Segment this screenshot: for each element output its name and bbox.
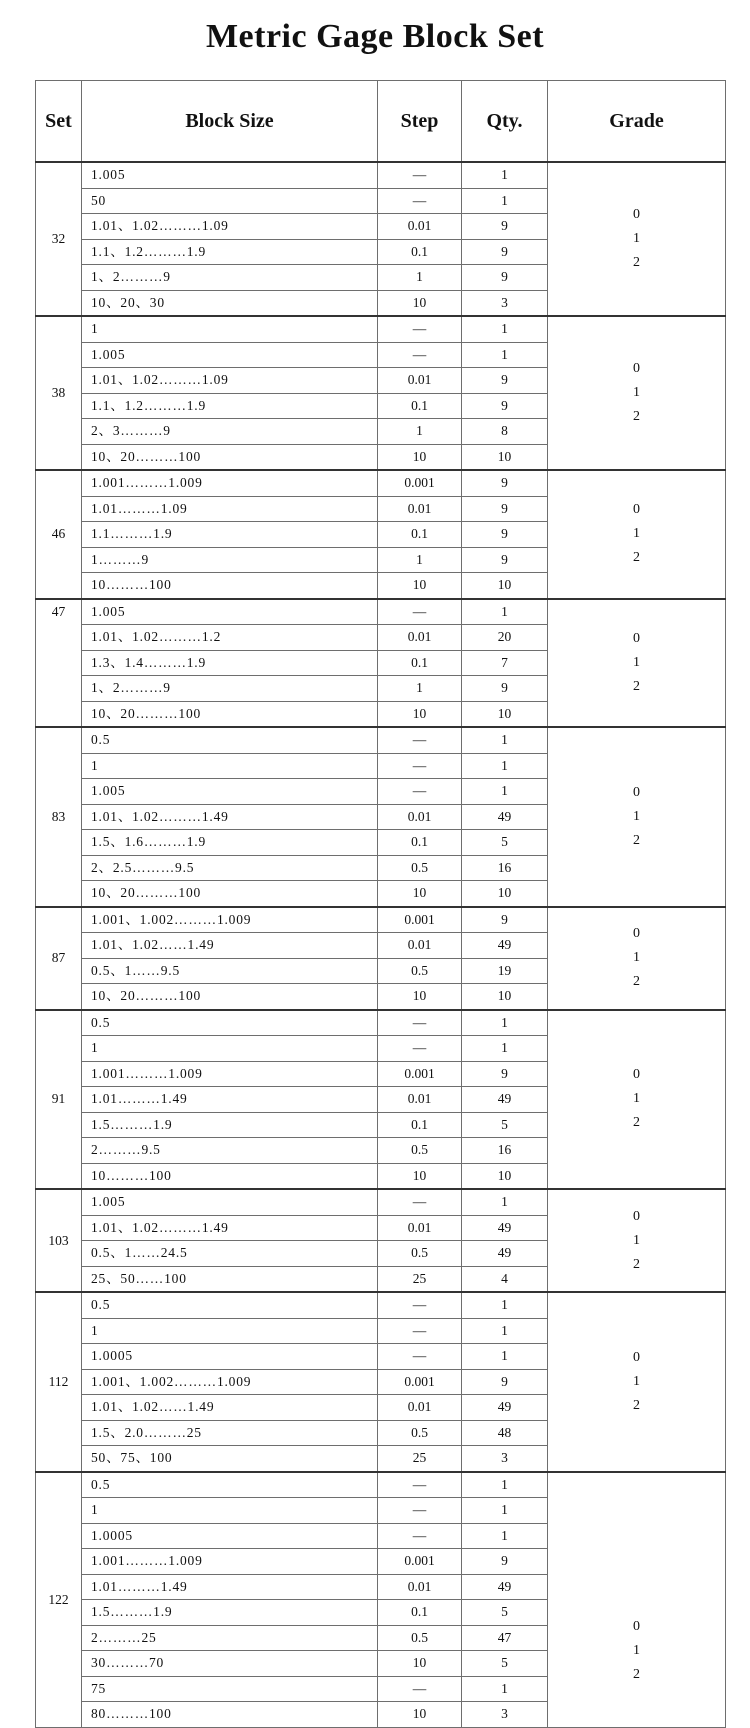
qty-cell: 1: [462, 599, 548, 625]
step-cell: 0.01: [378, 1574, 462, 1600]
step-cell: 10: [378, 701, 462, 727]
grade-value: 2: [633, 1115, 640, 1131]
grade-cell: [548, 470, 726, 599]
table-row: [36, 316, 726, 342]
block-size-cell: 1.01………1.49: [82, 1574, 378, 1600]
block-size-cell: 1: [82, 1036, 378, 1062]
step-cell: —: [378, 1292, 462, 1318]
block-size-cell: 1.01、1.02………1.09: [82, 368, 378, 394]
grade-value: 2: [633, 255, 640, 270]
step-cell: 1: [378, 547, 462, 573]
step-cell: 10: [378, 444, 462, 470]
table-row: [36, 599, 726, 625]
block-size-cell: 1.005: [82, 342, 378, 368]
qty-cell: 10: [462, 701, 548, 727]
grade-cell: [548, 162, 726, 316]
gage-block-table: [35, 80, 726, 1728]
qty-cell: 1: [462, 1472, 548, 1498]
header-qty: Qty.: [462, 81, 548, 163]
block-size-cell: 1.5………1.9: [82, 1112, 378, 1138]
qty-cell: 20: [462, 625, 548, 651]
step-cell: 25: [378, 1266, 462, 1292]
grade-value: 0: [633, 926, 640, 941]
qty-cell: 9: [462, 496, 548, 522]
qty-cell: 1: [462, 162, 548, 188]
qty-cell: 3: [462, 290, 548, 316]
set-number: 32: [36, 162, 82, 316]
step-cell: —: [378, 1498, 462, 1524]
grade-value: 0: [633, 1208, 640, 1224]
step-cell: 0.01: [378, 625, 462, 651]
qty-cell: 1: [462, 1292, 548, 1318]
grade-list: [633, 781, 640, 853]
qty-cell: 16: [462, 1138, 548, 1164]
block-size-cell: 30………70: [82, 1651, 378, 1677]
block-size-cell: 10、20………100: [82, 881, 378, 907]
block-size-cell: 1.01、1.02………1.49: [82, 804, 378, 830]
block-size-cell: 1: [82, 1498, 378, 1524]
block-size-cell: 80………100: [82, 1702, 378, 1728]
block-size-cell: 1、2………9: [82, 676, 378, 702]
block-size-cell: 1………9: [82, 547, 378, 573]
grade-value: 0: [633, 630, 640, 646]
step-cell: —: [378, 753, 462, 779]
set-number: 38: [36, 316, 82, 470]
grade-value: 2: [633, 832, 640, 848]
qty-cell: 9: [462, 907, 548, 933]
step-cell: 0.1: [378, 830, 462, 856]
set-number: 47: [36, 599, 82, 728]
grade-list: [633, 203, 640, 275]
qty-cell: 9: [462, 1061, 548, 1087]
qty-cell: 47: [462, 1625, 548, 1651]
step-cell: 10: [378, 1163, 462, 1189]
block-size-cell: 0.5: [82, 1292, 378, 1318]
qty-cell: 48: [462, 1420, 548, 1446]
table-row: [36, 1472, 726, 1498]
qty-cell: 1: [462, 1523, 548, 1549]
step-cell: 10: [378, 881, 462, 907]
block-size-cell: 1.005: [82, 1189, 378, 1215]
step-cell: —: [378, 1189, 462, 1215]
step-cell: 10: [378, 1702, 462, 1728]
block-size-cell: 25、50……100: [82, 1266, 378, 1292]
qty-cell: 49: [462, 1087, 548, 1113]
step-cell: —: [378, 599, 462, 625]
grade-value: 1: [633, 654, 640, 670]
block-size-cell: 1.5………1.9: [82, 1600, 378, 1626]
grade-cell: [548, 1010, 726, 1190]
qty-cell: 8: [462, 419, 548, 445]
step-cell: 0.5: [378, 855, 462, 881]
qty-cell: 1: [462, 779, 548, 805]
block-size-cell: 2、3………9: [82, 419, 378, 445]
qty-cell: 9: [462, 676, 548, 702]
grade-list: [633, 498, 640, 570]
qty-cell: 10: [462, 444, 548, 470]
block-size-cell: 1.001………1.009: [82, 1061, 378, 1087]
block-size-cell: 10………100: [82, 1163, 378, 1189]
qty-cell: 9: [462, 522, 548, 548]
step-cell: 0.01: [378, 496, 462, 522]
table-body: [36, 162, 726, 1727]
table-row: [36, 470, 726, 496]
step-cell: 0.01: [378, 804, 462, 830]
qty-cell: 10: [462, 984, 548, 1010]
grade-value: 0: [633, 207, 640, 222]
step-cell: —: [378, 1676, 462, 1702]
step-cell: 0.1: [378, 650, 462, 676]
block-size-cell: 1.01、1.02………1.09: [82, 214, 378, 240]
step-cell: 0.5: [378, 1241, 462, 1267]
block-size-cell: 1: [82, 316, 378, 342]
grade-cell: [548, 1472, 726, 1728]
qty-cell: 9: [462, 239, 548, 265]
block-size-cell: 1.005: [82, 599, 378, 625]
qty-cell: 9: [462, 368, 548, 394]
qty-cell: 5: [462, 1600, 548, 1626]
block-size-cell: 0.5: [82, 1010, 378, 1036]
step-cell: —: [378, 188, 462, 214]
block-size-cell: 0.5、1……24.5: [82, 1241, 378, 1267]
set-number: 122: [36, 1472, 82, 1728]
block-size-cell: 1.01、1.02……1.49: [82, 1395, 378, 1421]
step-cell: 0.01: [378, 1395, 462, 1421]
block-size-cell: 0.5: [82, 1472, 378, 1498]
set-number: 103: [36, 1189, 82, 1292]
table-row: [36, 1189, 726, 1215]
qty-cell: 1: [462, 188, 548, 214]
qty-cell: 1: [462, 1318, 548, 1344]
step-cell: 10: [378, 290, 462, 316]
table-row: [36, 907, 726, 933]
qty-cell: 1: [462, 1010, 548, 1036]
block-size-cell: 1.5、1.6………1.9: [82, 830, 378, 856]
block-size-cell: 1.001、1.002………1.009: [82, 907, 378, 933]
qty-cell: 9: [462, 1369, 548, 1395]
grade-cell: [548, 727, 726, 907]
qty-cell: 49: [462, 933, 548, 959]
block-size-cell: 1.005: [82, 779, 378, 805]
step-cell: —: [378, 342, 462, 368]
step-cell: 0.5: [378, 1138, 462, 1164]
grade-list: [633, 1063, 640, 1135]
step-cell: 0.1: [378, 522, 462, 548]
grade-value: 2: [633, 974, 640, 989]
qty-cell: 3: [462, 1446, 548, 1472]
qty-cell: 7: [462, 650, 548, 676]
grade-value: 1: [633, 1642, 640, 1658]
header-row: [36, 81, 726, 163]
block-size-cell: 75: [82, 1676, 378, 1702]
grade-value: 1: [633, 526, 640, 542]
set-number: 112: [36, 1292, 82, 1472]
block-size-cell: 2、2.5………9.5: [82, 855, 378, 881]
step-cell: —: [378, 1318, 462, 1344]
qty-cell: 1: [462, 1344, 548, 1370]
grade-cell: [548, 599, 726, 728]
table-row: [36, 162, 726, 188]
step-cell: 0.1: [378, 239, 462, 265]
header-step: Step: [378, 81, 462, 163]
block-size-cell: 2………9.5: [82, 1138, 378, 1164]
block-size-cell: 1.3、1.4………1.9: [82, 650, 378, 676]
table-row: [36, 1292, 726, 1318]
set-number: 87: [36, 907, 82, 1010]
step-cell: —: [378, 1523, 462, 1549]
step-cell: —: [378, 727, 462, 753]
grade-value: 0: [633, 1349, 640, 1365]
grade-value: 2: [633, 1666, 640, 1682]
grade-value: 2: [633, 1397, 640, 1413]
block-size-cell: 1: [82, 753, 378, 779]
block-size-cell: 1.001………1.009: [82, 470, 378, 496]
set-number: 46: [36, 470, 82, 599]
block-size-cell: 1.0005: [82, 1344, 378, 1370]
step-cell: 0.1: [378, 393, 462, 419]
qty-cell: 5: [462, 1112, 548, 1138]
block-size-cell: 50、75、100: [82, 1446, 378, 1472]
step-cell: 0.001: [378, 1369, 462, 1395]
block-size-cell: 1.0005: [82, 1523, 378, 1549]
block-size-cell: 2………25: [82, 1625, 378, 1651]
grade-list: [633, 1346, 640, 1418]
block-size-cell: 10、20………100: [82, 444, 378, 470]
grade-value: 1: [633, 1091, 640, 1107]
block-size-cell: 1、2………9: [82, 265, 378, 291]
grade-list: [633, 922, 640, 994]
step-cell: 10: [378, 573, 462, 599]
grade-value: 1: [633, 950, 640, 965]
qty-cell: 49: [462, 1215, 548, 1241]
step-cell: 0.1: [378, 1112, 462, 1138]
block-size-cell: 0.5: [82, 727, 378, 753]
step-cell: 25: [378, 1446, 462, 1472]
grade-list: [633, 357, 640, 429]
qty-cell: 19: [462, 958, 548, 984]
block-size-cell: 1: [82, 1318, 378, 1344]
step-cell: 0.001: [378, 1549, 462, 1575]
block-size-cell: 1.1、1.2………1.9: [82, 393, 378, 419]
grade-cell: [548, 907, 726, 1010]
grade-value: 2: [633, 1256, 640, 1272]
step-cell: 10: [378, 1651, 462, 1677]
step-cell: 0.5: [378, 1625, 462, 1651]
qty-cell: 10: [462, 881, 548, 907]
block-size-cell: 1.5、2.0………25: [82, 1420, 378, 1446]
step-cell: 0.01: [378, 214, 462, 240]
step-cell: —: [378, 316, 462, 342]
qty-cell: 5: [462, 830, 548, 856]
grade-value: 1: [633, 231, 640, 246]
block-size-cell: 1.1、1.2………1.9: [82, 239, 378, 265]
qty-cell: 9: [462, 470, 548, 496]
grade-list: [633, 627, 640, 699]
block-size-cell: 10、20………100: [82, 984, 378, 1010]
grade-value: 0: [633, 502, 640, 518]
step-cell: 0.01: [378, 1215, 462, 1241]
grade-cell: [548, 1189, 726, 1292]
grade-list: [633, 1615, 640, 1687]
qty-cell: 1: [462, 753, 548, 779]
qty-cell: 9: [462, 1549, 548, 1575]
qty-cell: 49: [462, 1395, 548, 1421]
qty-cell: 49: [462, 1241, 548, 1267]
step-cell: 1: [378, 676, 462, 702]
qty-cell: 49: [462, 804, 548, 830]
grade-value: 1: [633, 1232, 640, 1248]
qty-cell: 1: [462, 1676, 548, 1702]
step-cell: 10: [378, 984, 462, 1010]
block-size-cell: 10、20………100: [82, 701, 378, 727]
step-cell: 0.01: [378, 368, 462, 394]
grade-list: [633, 1205, 640, 1277]
block-size-cell: 1.01、1.02……1.49: [82, 933, 378, 959]
header-set: Set: [36, 81, 82, 163]
grade-value: 0: [633, 361, 640, 376]
qty-cell: 3: [462, 1702, 548, 1728]
block-size-cell: 1.01………1.09: [82, 496, 378, 522]
qty-cell: 10: [462, 1163, 548, 1189]
table-row: [36, 1010, 726, 1036]
qty-cell: 1: [462, 342, 548, 368]
qty-cell: 5: [462, 1651, 548, 1677]
qty-cell: 49: [462, 1574, 548, 1600]
step-cell: 0.5: [378, 1420, 462, 1446]
grade-value: 1: [633, 808, 640, 824]
qty-cell: 9: [462, 265, 548, 291]
step-cell: 0.001: [378, 1061, 462, 1087]
qty-cell: 16: [462, 855, 548, 881]
step-cell: 0.01: [378, 1087, 462, 1113]
page-title: Metric Gage Block Set: [205, 18, 545, 55]
qty-cell: 9: [462, 214, 548, 240]
block-size-cell: 10………100: [82, 573, 378, 599]
qty-cell: 4: [462, 1266, 548, 1292]
grade-value: 0: [633, 784, 640, 800]
block-size-cell: 1.01、1.02………1.2: [82, 625, 378, 651]
step-cell: —: [378, 779, 462, 805]
qty-cell: 1: [462, 1189, 548, 1215]
block-size-cell: 1.01、1.02………1.49: [82, 1215, 378, 1241]
grade-value: 2: [633, 678, 640, 694]
block-size-cell: 1.01………1.49: [82, 1087, 378, 1113]
grade-cell: [548, 316, 726, 470]
step-cell: —: [378, 1472, 462, 1498]
step-cell: 0.001: [378, 470, 462, 496]
qty-cell: 1: [462, 727, 548, 753]
step-cell: 1: [378, 265, 462, 291]
qty-cell: 9: [462, 393, 548, 419]
block-size-cell: 1.005: [82, 162, 378, 188]
grade-value: 2: [633, 550, 640, 566]
block-size-cell: 50: [82, 188, 378, 214]
block-size-cell: 10、20、30: [82, 290, 378, 316]
set-number: 91: [36, 1010, 82, 1190]
qty-cell: 1: [462, 1498, 548, 1524]
block-size-cell: 1.001………1.009: [82, 1549, 378, 1575]
step-cell: —: [378, 1344, 462, 1370]
qty-cell: 9: [462, 547, 548, 573]
grade-value: 0: [633, 1067, 640, 1083]
block-size-cell: 1.001、1.002………1.009: [82, 1369, 378, 1395]
block-size-cell: 0.5、1……9.5: [82, 958, 378, 984]
qty-cell: 10: [462, 573, 548, 599]
grade-value: 1: [633, 1373, 640, 1389]
step-cell: —: [378, 162, 462, 188]
header-block-size: Block Size: [82, 81, 378, 163]
grade-value: 0: [633, 1618, 640, 1634]
step-cell: —: [378, 1010, 462, 1036]
header-grade: Grade: [548, 81, 726, 163]
grade-value: 2: [633, 409, 640, 424]
qty-cell: 1: [462, 316, 548, 342]
step-cell: 0.01: [378, 933, 462, 959]
step-cell: —: [378, 1036, 462, 1062]
set-number: 83: [36, 727, 82, 907]
step-cell: 0.001: [378, 907, 462, 933]
grade-cell: [548, 1292, 726, 1472]
step-cell: 1: [378, 419, 462, 445]
table-row: [36, 727, 726, 753]
grade-value: 1: [633, 385, 640, 400]
block-size-cell: 1.1………1.9: [82, 522, 378, 548]
step-cell: 0.1: [378, 1600, 462, 1626]
qty-cell: 1: [462, 1036, 548, 1062]
step-cell: 0.5: [378, 958, 462, 984]
